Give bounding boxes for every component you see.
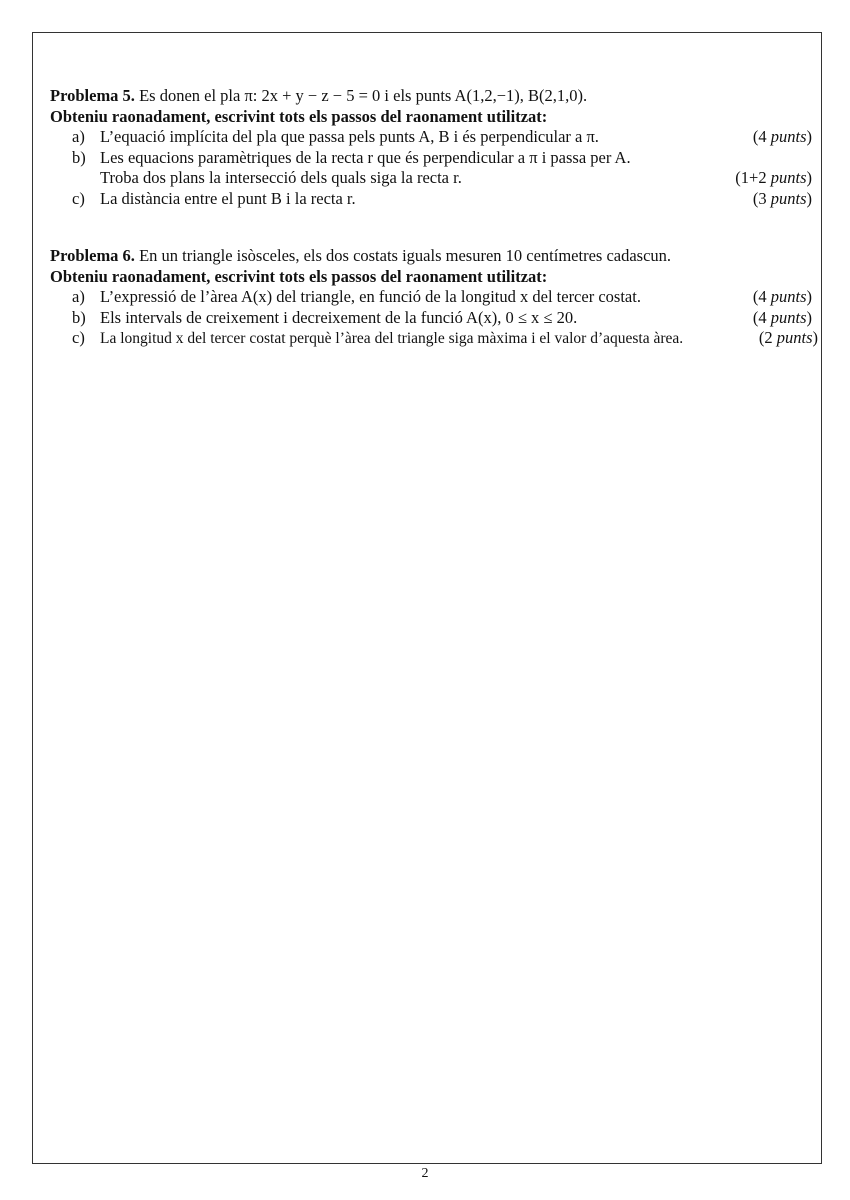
item-points: (4 punts)	[752, 287, 812, 306]
problem-6-item-b	[50, 308, 820, 329]
item-label: a)	[72, 127, 85, 146]
problem-6	[50, 246, 820, 349]
problem-5-statement: Es donen el pla π: 2x + y − z − 5 = 0 i els punts A(1,2,−1), B(2,1,0).	[139, 86, 588, 105]
item-text: Les equacions paramètriques de la recta r que és perpendicular a π i passa per A.	[100, 147, 631, 167]
page-number: 2	[421, 1166, 429, 1181]
item-points: (1+2 punts)	[735, 168, 812, 187]
item-points: (2 punts)	[758, 328, 818, 347]
problem-5-statement-line	[50, 86, 820, 107]
item-points: (3 punts)	[752, 188, 812, 208]
item-points: (4 punts)	[752, 127, 812, 146]
problem-6-instruction: Obteniu raonadament, escrivint tots els passos del raonament utilitzat:	[50, 266, 548, 286]
item-text: L’equació implícita del pla que passa pels punts A, B i és perpendicular a π.	[100, 127, 599, 146]
item-label: c)	[72, 188, 85, 208]
problem-6-item-a	[50, 287, 820, 308]
problem-5-item-c	[50, 189, 820, 210]
problem-5-instruction: Obteniu raonadament, escrivint tots els passos del raonament utilitzat:	[50, 106, 548, 126]
item-points: (4 punts)	[752, 307, 812, 327]
problem-5-item-a	[50, 127, 820, 148]
item-label: a)	[72, 287, 85, 306]
problem-6-title: Problema 6.	[50, 246, 135, 265]
problem-5	[50, 86, 820, 209]
item-label: b)	[72, 307, 86, 327]
problem-6-statement: En un triangle isòsceles, els dos costats iguals mesuren 10 centímetres cadascun.	[139, 246, 672, 265]
item-text: La distància entre el punt B i la recta r.	[100, 188, 356, 208]
item-text: L’expressió de l’àrea A(x) del triangle, en funció de la longitud x del tercer costat.	[100, 287, 641, 306]
item-label: c)	[72, 328, 85, 347]
problem-5-title: Problema 5.	[50, 86, 135, 105]
problem-5-item-b	[50, 148, 820, 169]
item-label: b)	[72, 147, 86, 167]
problem-6-item-c	[50, 328, 820, 349]
problem-5-item-b-continuation	[50, 168, 820, 189]
item-text: La longitud x del tercer costat perquè l’àrea del triangle siga màxima i el valor d’aquesta àrea.	[100, 330, 684, 347]
item-text: Troba dos plans la intersecció dels quals siga la recta r.	[100, 168, 462, 187]
problem-6-statement-line	[50, 246, 820, 267]
item-text: Els intervals de creixement i decreixement de la funció A(x), 0 ≤ x ≤ 20.	[100, 307, 578, 327]
